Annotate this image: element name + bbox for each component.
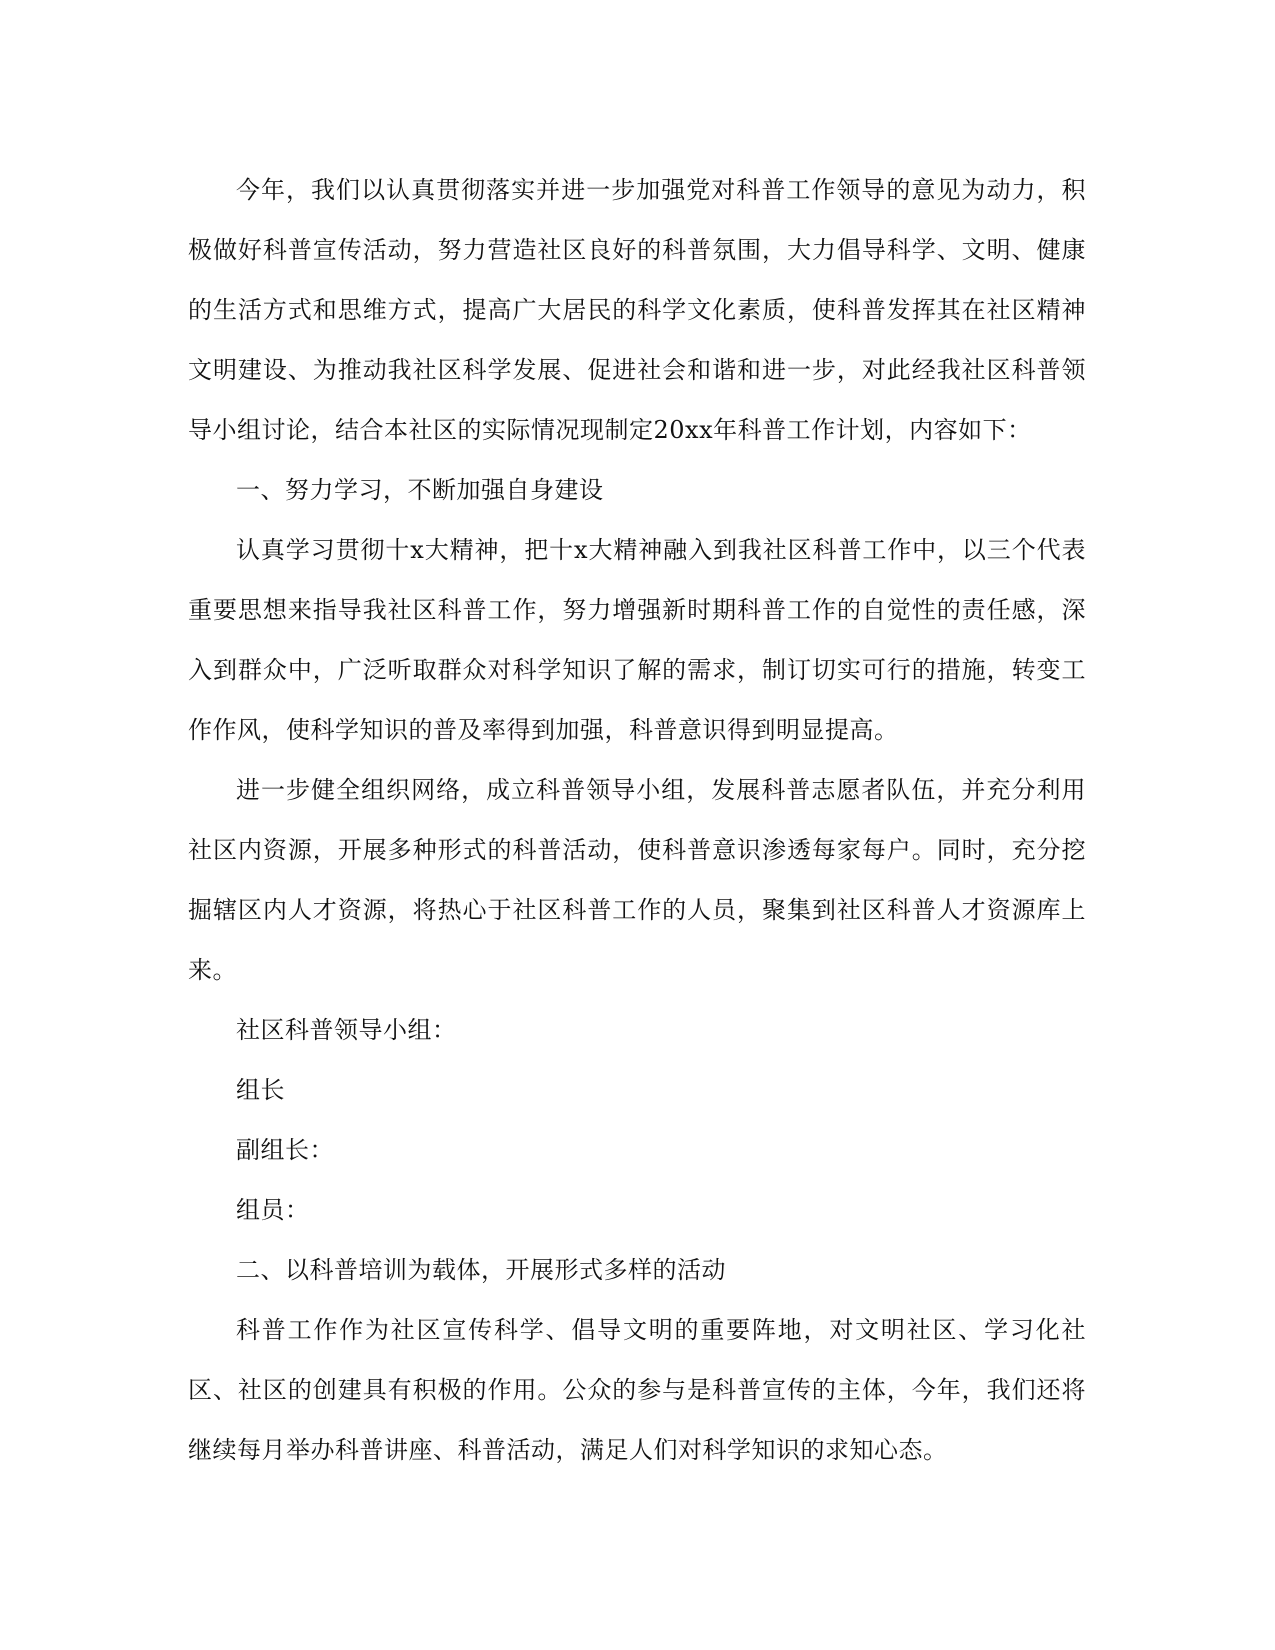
deputy-leader-label: 副组长：: [236, 1136, 334, 1164]
leadership-group-label: 社区科普领导小组：: [236, 1016, 457, 1044]
document-body: [188, 160, 1086, 1480]
members-label: 组员：: [236, 1196, 310, 1224]
section-heading-1: 一、努力学习，不断加强自身建设: [236, 476, 604, 504]
group-leader-label: 组长: [236, 1076, 285, 1104]
training-paragraph: 科普工作作为社区宣传科学、倡导文明的重要阵地，对文明社区、学习化社区、社区的创建具有积极的作用。公众的参与是科普宣传的主体，今年，我们还将继续每月举办科普讲座、科普活动，满足人们对科学知识的求知心态。: [188, 1316, 1086, 1464]
intro-paragraph: 今年，我们以认真贯彻落实并进一步加强党对科普工作领导的意见为动力，积极做好科普宣传活动，努力营造社区良好的科普氛围，大力倡导科学、文明、健康的生活方式和思维方式，提高广大居民的科学文化素质，使科普发挥其在社区精神文明建设、为推动我社区科学发展、促进社会和谐和进一步，对此经我社区科普领导小组讨论，结合本社区的实际情况现制定20xx年科普工作计划，内容如下：: [188, 176, 1086, 444]
section-heading-2: 二、以科普培训为载体，开展形式多样的活动: [236, 1256, 726, 1284]
study-paragraph: 认真学习贯彻十x大精神，把十x大精神融入到我社区科普工作中，以三个代表重要思想来指导我社区科普工作，努力增强新时期科普工作的自觉性的责任感，深入到群众中，广泛听取群众对科学知识了解的需求，制订切实可行的措施，转变工作作风，使科学知识的普及率得到加强，科普意识得到明显提高。: [188, 536, 1086, 744]
organization-paragraph: 进一步健全组织网络，成立科普领导小组，发展科普志愿者队伍，并充分利用社区内资源，开展多种形式的科普活动，使科普意识渗透每家每户。同时，充分挖掘辖区内人才资源，将热心于社区科普工作的人员，聚集到社区科普人才资源库上来。: [188, 776, 1086, 984]
